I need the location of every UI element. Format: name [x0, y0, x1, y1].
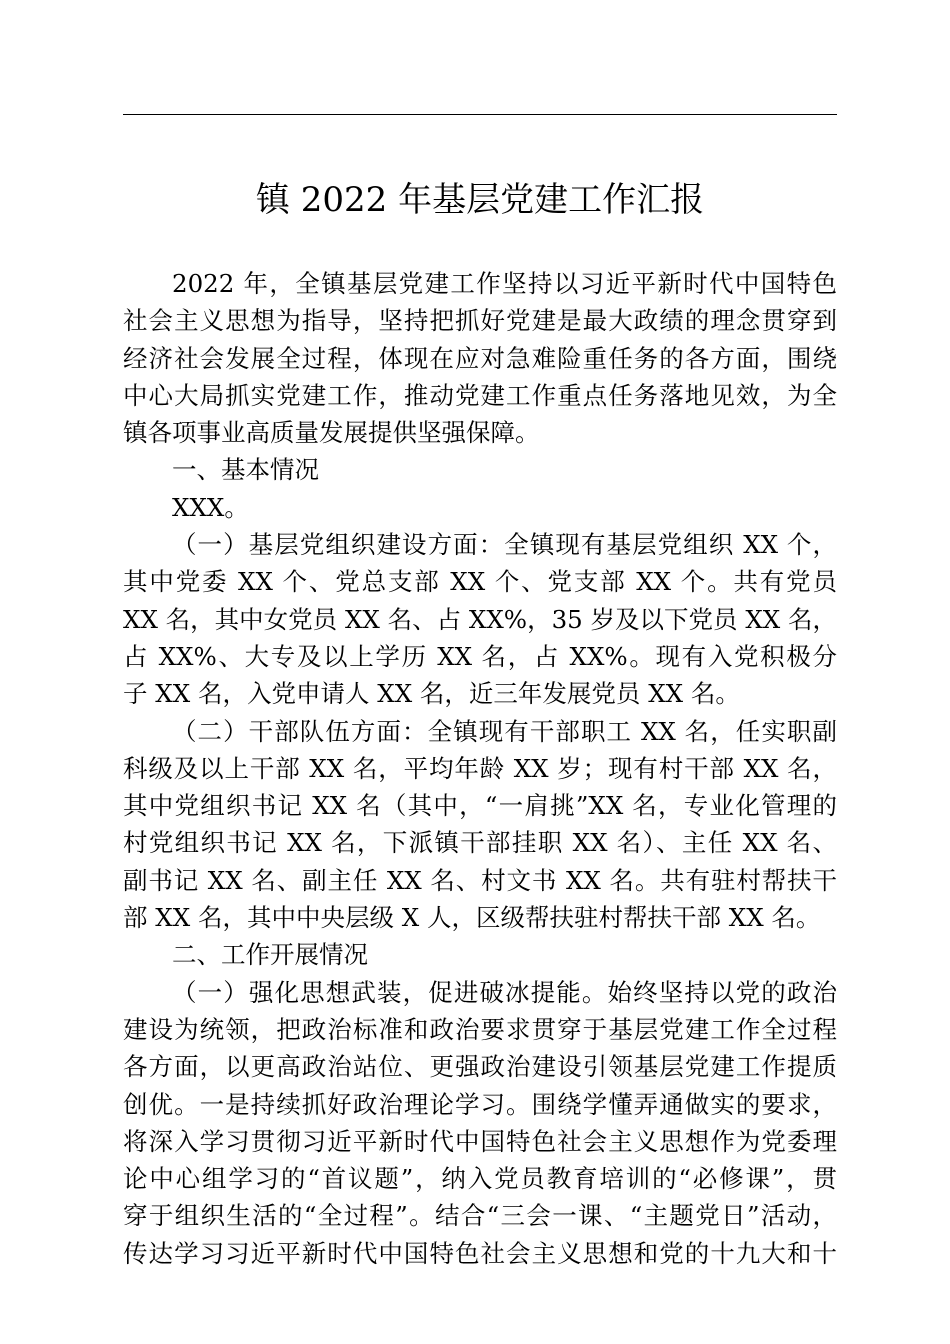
body-line: 社会主义思想为指导，坚持把抓好党建是最大政绩的理念贯穿到: [123, 306, 837, 336]
body-line: 论中心组学习的“首议题”，纳入党员教育培训的“必修课”，贯: [123, 1164, 837, 1194]
body-line: 建设为统领，把政治标准和政治要求贯穿于基层党建工作全过程: [123, 1014, 837, 1044]
body-line: 将深入学习贯彻习近平新时代中国特色社会主义思想作为党委理: [123, 1126, 837, 1156]
body-line: 2022 年，全镇基层党建工作坚持以习近平新时代中国特色: [172, 269, 837, 298]
body-line: 其中党委 XX 个、党总支部 XX 个、党支部 XX 个。共有党员: [123, 567, 837, 597]
body-line: XXX。: [172, 492, 249, 522]
body-line: 占 XX%、大专及以上学历 XX 名，占 XX%。现有入党积极分: [123, 641, 837, 671]
body-line: 二、工作开展情况: [172, 940, 368, 970]
body-line: （二）干部队伍方面：全镇现有干部职工 XX 名，任实职副: [172, 716, 837, 746]
body-line: （一）基层党组织建设方面：全镇现有基层党组织 XX 个，: [172, 530, 837, 560]
body-line: 穿于组织生活的“全过程”。结合“三会一课、“主题党日”活动，: [123, 1201, 837, 1231]
body-line: 一、基本情况: [172, 455, 319, 485]
body-line: 经济社会发展全过程，体现在应对急难险重任务的各方面，围绕: [123, 343, 837, 373]
header-rule: [123, 114, 837, 115]
body-line: 科级及以上干部 XX 名，平均年龄 XX 岁；现有村干部 XX 名，: [123, 753, 837, 783]
body-line: 传达学习习近平新时代中国特色社会主义思想和党的十九大和十: [123, 1238, 837, 1268]
document-body: [123, 265, 837, 1272]
body-line: XX 名，其中女党员 XX 名、占 XX%，35 岁及以下党员 XX 名，: [123, 604, 838, 634]
body-line: 子 XX 名，入党申请人 XX 名，近三年发展党员 XX 名。: [123, 679, 740, 709]
body-line: 副书记 XX 名、副主任 XX 名、村文书 XX 名。共有驻村帮扶干: [123, 865, 837, 895]
body-line: 镇各项事业高质量发展提供坚强保障。: [123, 418, 540, 448]
body-line: 其中党组织书记 XX 名（其中，“一肩挑”XX 名，专业化管理的: [123, 791, 837, 821]
body-line: 创优。一是持续抓好政治理论学习。围绕学懂弄通做实的要求，: [123, 1089, 837, 1119]
body-line: 各方面，以更高政治站位、更强政治建设引领基层党建工作提质: [123, 1052, 837, 1082]
body-line: （一）强化思想武装，促进破冰提能。始终坚持以党的政治: [172, 977, 837, 1007]
document-title: 镇 2022 年基层党建工作汇报: [255, 180, 705, 220]
body-line: 村党组织书记 XX 名，下派镇干部挂职 XX 名）、主任 XX 名、: [123, 828, 837, 858]
body-line: 部 XX 名，其中中央层级 X 人，区级帮扶驻村帮扶干部 XX 名。: [123, 903, 821, 933]
body-line: 中心大局抓实党建工作，推动党建工作重点任务落地见效，为全: [123, 380, 837, 410]
